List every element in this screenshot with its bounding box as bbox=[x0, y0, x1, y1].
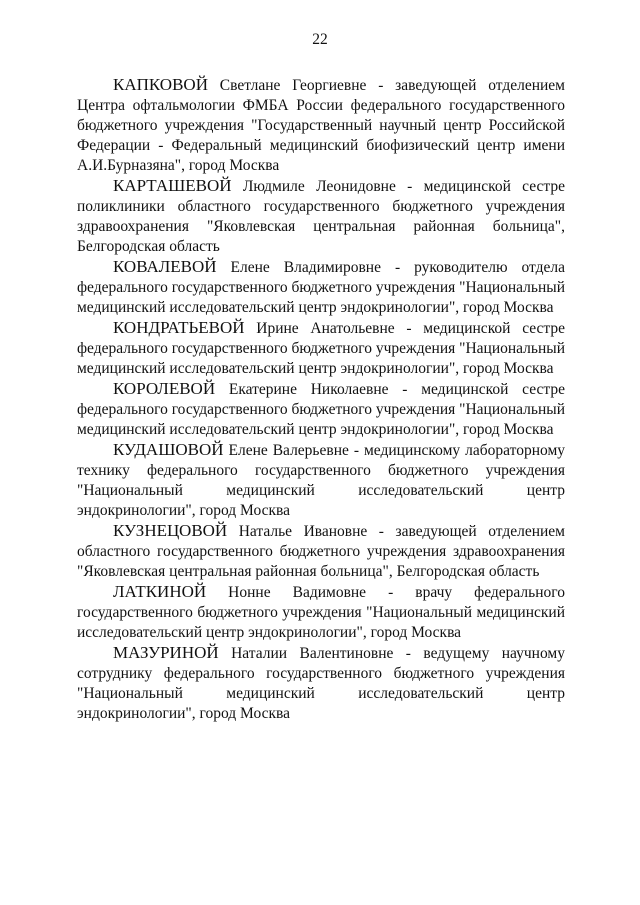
award-entry-6 bbox=[77, 521, 565, 582]
entry-surname: КАПКОВОЙ bbox=[113, 75, 208, 94]
entry-surname: КОВАЛЕВОЙ bbox=[113, 257, 217, 276]
award-entry-2 bbox=[77, 257, 565, 318]
entry-text: Елене Владимировне - руководителю отдела федерального государственного бюджетного учреждения "Национальный медицинский исследовательский центр эндокринологии", город Москва bbox=[77, 259, 565, 316]
entry-surname: КУДАШОВОЙ bbox=[113, 440, 224, 459]
entry-text: Наталии Валентиновне - ведущему научному сотруднику федерального государственного бюджетного учреждения "Национальный медицинский исследовательский центр эндокринологии", город Москва bbox=[77, 645, 565, 722]
entry-surname: КОРОЛЕВОЙ bbox=[113, 379, 216, 398]
award-entry-1 bbox=[77, 176, 565, 257]
entry-text: Наталье Ивановне - заведующей отделением областного государственного бюджетного учреждения здравоохранения "Яковлевская центральная районная больница", Белгородская область bbox=[77, 523, 565, 580]
entry-text: Нонне Вадимовне - врачу федерального государственного бюджетного учреждения "Национальный медицинский исследовательский центр эндокринологии", город Москва bbox=[77, 584, 565, 641]
award-entry-3 bbox=[77, 318, 565, 379]
entry-text: Елене Валерьевне - медицинскому лабораторному технику федерального государственного бюджетного учреждения "Национальный медицинский исследовательский центр эндокринологии", город Москва bbox=[77, 442, 565, 519]
entry-text: Людмиле Леонидовне - медицинской сестре поликлиники областного государственного бюджетного учреждения здравоохранения "Яковлевская центральная районная больница", Белгородская область bbox=[77, 178, 565, 255]
entry-surname: КОНДРАТЬЕВОЙ bbox=[113, 318, 245, 337]
entry-surname: КАРТАШЕВОЙ bbox=[113, 176, 232, 195]
award-entry-4 bbox=[77, 379, 565, 440]
award-entry-8 bbox=[77, 643, 565, 724]
entry-text: Светлане Георгиевне - заведующей отделением Центра офтальмологии ФМБА России федерального государственного бюджетного учреждения "Государственный научный центр Российской Федерации - Федеральный медицинский биофизический центр имени А.И.Бурназяна", город Москва bbox=[77, 77, 565, 174]
entry-surname: ЛАТКИНОЙ bbox=[113, 582, 207, 601]
page-number: 22 bbox=[312, 31, 328, 48]
entry-surname: МАЗУРИНОЙ bbox=[113, 643, 219, 662]
award-entry-5 bbox=[77, 440, 565, 521]
entry-text: Ирине Анатольевне - медицинской сестре федерального государственного бюджетного учреждения "Национальный медицинский исследовательский центр эндокринологии", город Москва bbox=[77, 320, 565, 377]
award-entry-7 bbox=[77, 582, 565, 643]
entry-text: Екатерине Николаевне - медицинской сестре федерального государственного бюджетного учреждения "Национальный медицинский исследовательский центр эндокринологии", город Москва bbox=[77, 381, 565, 438]
document-body bbox=[77, 75, 565, 724]
award-entry-0 bbox=[77, 75, 565, 176]
entry-surname: КУЗНЕЦОВОЙ bbox=[113, 521, 228, 540]
